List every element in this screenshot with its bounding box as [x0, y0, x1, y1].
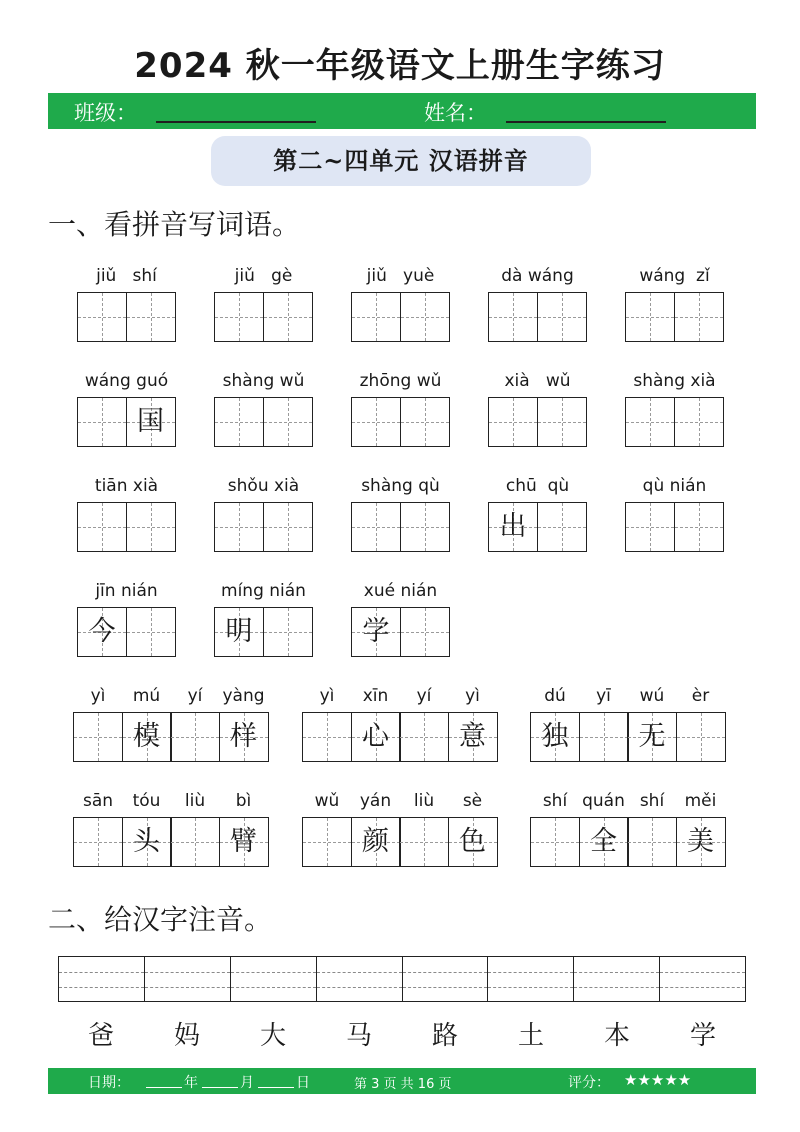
word-pinyin: zhōng wǔ [359, 371, 442, 391]
hanzi-character: 妈 [173, 1021, 200, 1051]
hanzi-character: 本 [603, 1021, 630, 1051]
writing-box[interactable] [170, 712, 220, 762]
word-item [488, 266, 587, 344]
hanzi-character: 马 [345, 1021, 372, 1051]
idiom-syllable: yàng [222, 686, 265, 706]
word-item [214, 476, 313, 554]
writing-box[interactable] [488, 292, 538, 342]
box-character [127, 503, 175, 551]
box-character: 心 [362, 721, 389, 752]
word-pinyin: míng nián [221, 581, 306, 601]
idiom-syllable: quán [582, 791, 625, 811]
idiom-syllable: yì [319, 686, 335, 706]
writing-box[interactable] [537, 292, 587, 342]
box-character [78, 293, 126, 341]
word-pinyin: shǒu xià [227, 476, 300, 496]
writing-box[interactable] [676, 712, 726, 762]
box-character: 模 [133, 721, 160, 752]
pinyin-cell[interactable] [145, 957, 231, 1001]
writing-box[interactable] [214, 292, 264, 342]
word-pinyin: dà wáng [501, 266, 574, 286]
word-boxes [488, 292, 585, 342]
writing-box[interactable] [214, 397, 264, 447]
box-character [215, 293, 263, 341]
writing-box[interactable] [77, 502, 127, 552]
writing-box[interactable] [488, 397, 538, 447]
box-character [626, 293, 674, 341]
word-boxes [214, 607, 311, 657]
box-character: 今 [88, 616, 116, 647]
box-character [215, 398, 263, 446]
writing-box[interactable] [351, 607, 401, 657]
writing-box[interactable] [263, 607, 313, 657]
month-label: 月 [240, 1075, 254, 1091]
idiom-syllable: wǔ [314, 791, 340, 811]
word-boxes [488, 397, 585, 447]
box-character [215, 503, 263, 551]
day-label: 日 [296, 1075, 310, 1091]
word-boxes [488, 502, 585, 552]
writing-box[interactable] [400, 502, 450, 552]
word-pinyin: shàng qù [361, 476, 440, 496]
word-pinyin: shàng wǔ [222, 371, 305, 391]
writing-box[interactable] [351, 712, 401, 762]
hanzi-character: 大 [259, 1021, 286, 1051]
word-pinyin: tiān xià [94, 476, 159, 496]
idiom-syllable: bì [235, 791, 252, 811]
section-2-title: 二、给汉字注音。 [48, 903, 273, 936]
writing-box[interactable] [625, 502, 675, 552]
idiom-item [73, 686, 271, 764]
word-item [488, 371, 587, 449]
box-character [626, 398, 674, 446]
idiom-item [73, 791, 271, 869]
word-boxes [351, 292, 448, 342]
month-blank[interactable] [202, 1076, 238, 1088]
word-boxes [625, 292, 722, 342]
box-character [628, 818, 676, 866]
idiom-syllable: wú [639, 686, 665, 706]
word-item [351, 266, 450, 344]
word-pinyin: xué nián [363, 581, 438, 601]
word-pinyin: jiǔ gè [234, 266, 293, 286]
writing-box[interactable] [126, 292, 176, 342]
word-boxes [625, 502, 722, 552]
writing-box[interactable] [214, 607, 264, 657]
writing-box[interactable] [674, 397, 724, 447]
idiom-syllable: dú [544, 686, 566, 706]
idiom-syllable: yán [359, 791, 392, 811]
student-info-bar [48, 93, 756, 129]
box-character [538, 293, 586, 341]
word-boxes [214, 292, 311, 342]
writing-box[interactable] [77, 397, 127, 447]
word-pinyin: wáng zǐ [639, 266, 710, 286]
box-character: 美 [687, 826, 714, 857]
word-boxes [77, 397, 174, 447]
idiom-syllable: yì [465, 686, 480, 706]
word-item [214, 581, 313, 659]
writing-box[interactable] [351, 292, 401, 342]
box-character [675, 503, 723, 551]
writing-box[interactable] [122, 712, 172, 762]
writing-box[interactable] [126, 607, 176, 657]
score-label: 评分： [568, 1075, 610, 1091]
idiom-syllable: sè [462, 791, 483, 811]
idiom-syllable: yí [416, 686, 432, 706]
box-character: 无 [638, 721, 666, 752]
box-character [352, 398, 400, 446]
box-character [538, 398, 586, 446]
idiom-item [302, 791, 500, 869]
box-character [264, 608, 312, 656]
word-pinyin: shàng xià [633, 371, 716, 391]
box-character [352, 293, 400, 341]
box-character: 学 [362, 616, 390, 647]
writing-box[interactable] [627, 817, 677, 867]
word-item [214, 371, 313, 449]
writing-box[interactable] [400, 607, 450, 657]
writing-box[interactable] [302, 817, 352, 867]
box-character: 国 [137, 406, 164, 437]
word-pinyin: jīn nián [95, 581, 158, 601]
box-character [303, 818, 351, 866]
word-boxes [77, 607, 174, 657]
box-character [489, 398, 537, 446]
box-character: 颜 [362, 826, 389, 857]
idiom-boxes [302, 817, 496, 867]
box-character [74, 818, 122, 866]
box-character [171, 713, 219, 761]
pinyin-writing-grid [58, 956, 746, 1002]
idiom-item [302, 686, 500, 764]
idiom-syllable: xīn [362, 686, 389, 706]
word-boxes [214, 397, 311, 447]
box-character [626, 503, 674, 551]
word-item [214, 266, 313, 344]
writing-box[interactable] [399, 817, 449, 867]
writing-box[interactable] [448, 712, 498, 762]
idiom-item [530, 791, 728, 869]
box-character [78, 398, 126, 446]
box-character [264, 503, 312, 551]
hanzi-character: 学 [689, 1021, 716, 1051]
writing-box[interactable] [537, 397, 587, 447]
box-character [538, 503, 586, 551]
box-character: 色 [459, 826, 486, 857]
word-pinyin: wáng guó [84, 371, 169, 391]
hanzi-character: 路 [431, 1021, 458, 1051]
class-input-line[interactable] [156, 121, 316, 123]
box-character [401, 608, 449, 656]
writing-box[interactable] [627, 712, 677, 762]
idiom-syllable: yí [187, 686, 203, 706]
word-item [625, 266, 724, 344]
idiom-boxes [530, 712, 724, 762]
word-boxes [77, 502, 174, 552]
box-character [352, 503, 400, 551]
word-item [77, 266, 176, 344]
word-item [625, 476, 724, 554]
hanzi-character: 土 [517, 1021, 544, 1051]
writing-box[interactable] [400, 397, 450, 447]
writing-box[interactable] [122, 817, 172, 867]
writing-box[interactable] [302, 712, 352, 762]
pinyin-cell[interactable] [403, 957, 489, 1001]
idiom-syllable: yì [90, 686, 106, 706]
writing-box[interactable] [625, 397, 675, 447]
box-character [74, 713, 122, 761]
writing-box[interactable] [219, 817, 269, 867]
writing-box[interactable] [530, 712, 580, 762]
idiom-syllable: shí [542, 791, 568, 811]
pinyin-cell[interactable] [317, 957, 403, 1001]
word-item [488, 476, 587, 554]
box-character: 样 [230, 721, 257, 752]
box-character [580, 713, 628, 761]
box-character [675, 293, 723, 341]
writing-box[interactable] [219, 712, 269, 762]
idiom-syllable: sān [82, 791, 114, 811]
word-pinyin: qù nián [642, 476, 707, 496]
writing-box[interactable] [448, 817, 498, 867]
pinyin-cell[interactable] [660, 957, 745, 1001]
year-blank[interactable] [146, 1076, 182, 1088]
writing-box[interactable] [263, 292, 313, 342]
box-character [400, 713, 448, 761]
writing-box[interactable] [126, 502, 176, 552]
idiom-syllable: liù [184, 791, 206, 811]
writing-box[interactable] [488, 502, 538, 552]
pinyin-cell[interactable] [574, 957, 660, 1001]
writing-box[interactable] [674, 292, 724, 342]
box-character [400, 818, 448, 866]
box-character: 臂 [230, 826, 257, 857]
class-label: 班级： [74, 101, 137, 125]
writing-box[interactable] [263, 502, 313, 552]
writing-box[interactable] [170, 817, 220, 867]
box-character [127, 293, 175, 341]
pinyin-cell[interactable] [231, 957, 317, 1001]
writing-box[interactable] [126, 397, 176, 447]
box-character [401, 398, 449, 446]
writing-box[interactable] [579, 817, 629, 867]
box-character [675, 398, 723, 446]
writing-box[interactable] [214, 502, 264, 552]
writing-box[interactable] [537, 502, 587, 552]
box-character [127, 608, 175, 656]
box-character: 意 [459, 721, 486, 752]
date-label: 日期： [88, 1075, 130, 1091]
idiom-syllable: èr [691, 686, 710, 706]
idiom-syllable: mú [132, 686, 161, 706]
score-stars: ★★★★★ [624, 1071, 692, 1089]
footer-bar [48, 1068, 756, 1094]
word-item [351, 581, 450, 659]
box-character [401, 293, 449, 341]
word-item [351, 371, 450, 449]
idiom-boxes [302, 712, 496, 762]
idiom-boxes [73, 712, 267, 762]
word-item [77, 371, 176, 449]
idiom-syllable: tóu [132, 791, 161, 811]
word-boxes [214, 502, 311, 552]
box-character [264, 398, 312, 446]
box-character [677, 713, 725, 761]
idiom-syllable: liù [413, 791, 435, 811]
word-item [625, 371, 724, 449]
writing-box[interactable] [579, 712, 629, 762]
word-pinyin: jiǔ yuè [366, 266, 435, 286]
writing-box[interactable] [676, 817, 726, 867]
box-character [303, 713, 351, 761]
hanzi-character: 爸 [87, 1021, 114, 1051]
box-character [171, 818, 219, 866]
box-character: 出 [499, 511, 527, 542]
writing-box[interactable] [73, 817, 123, 867]
writing-box[interactable] [399, 712, 449, 762]
word-item [351, 476, 450, 554]
writing-box[interactable] [674, 502, 724, 552]
idiom-syllable: měi [684, 791, 717, 811]
box-character: 头 [133, 826, 160, 857]
word-pinyin: jiǔ shí [96, 266, 157, 286]
writing-box[interactable] [73, 712, 123, 762]
idiom-boxes [73, 817, 267, 867]
writing-box[interactable] [351, 397, 401, 447]
page-info: 第 3 页 共 16 页 [354, 1077, 452, 1092]
writing-box[interactable] [400, 292, 450, 342]
idiom-syllable: yī [596, 686, 611, 706]
box-character [489, 293, 537, 341]
name-input-line[interactable] [506, 121, 666, 123]
word-item [77, 476, 176, 554]
word-item [77, 581, 176, 659]
writing-box[interactable] [530, 817, 580, 867]
writing-box[interactable] [77, 292, 127, 342]
word-boxes [351, 397, 448, 447]
writing-box[interactable] [351, 817, 401, 867]
name-label: 姓名： [424, 101, 487, 125]
box-character: 独 [541, 721, 569, 752]
writing-box[interactable] [625, 292, 675, 342]
box-character [531, 818, 579, 866]
pinyin-cell[interactable] [488, 957, 574, 1001]
writing-box[interactable] [77, 607, 127, 657]
box-character [264, 293, 312, 341]
day-blank[interactable] [258, 1076, 294, 1088]
box-character: 明 [225, 616, 253, 647]
page-title: 2024 秋一年级语文上册生字练习 [134, 46, 666, 86]
word-boxes [351, 502, 448, 552]
word-pinyin: xià wǔ [504, 371, 571, 391]
writing-box[interactable] [351, 502, 401, 552]
box-character: 全 [590, 826, 617, 857]
unit-heading: 第二~四单元 汉语拼音 [211, 136, 591, 186]
idiom-syllable: shí [639, 791, 665, 811]
idiom-item [530, 686, 728, 764]
word-boxes [351, 607, 448, 657]
idiom-boxes [530, 817, 724, 867]
year-label: 年 [184, 1075, 198, 1091]
word-pinyin: chū qù [505, 476, 570, 496]
word-boxes [77, 292, 174, 342]
writing-box[interactable] [263, 397, 313, 447]
box-character [401, 503, 449, 551]
word-boxes [625, 397, 722, 447]
section-1-title: 一、看拼音写词语。 [48, 208, 301, 241]
box-character [78, 503, 126, 551]
pinyin-cell[interactable] [59, 957, 145, 1001]
